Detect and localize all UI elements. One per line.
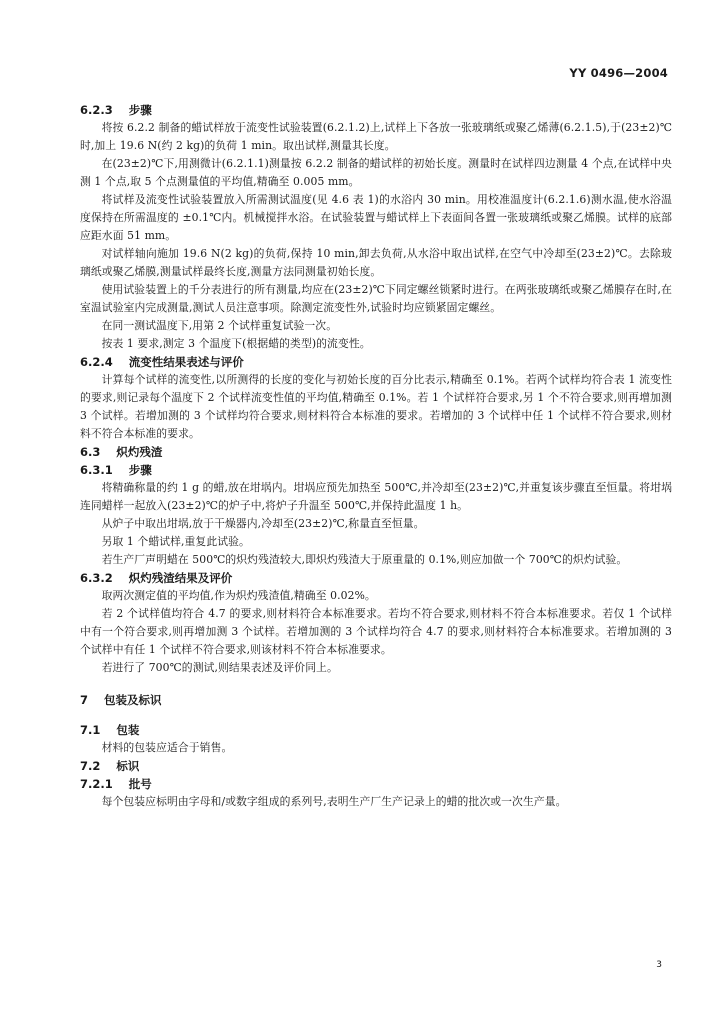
section-heading-6-3-2: [80, 569, 672, 587]
section-title: 步骤: [128, 103, 152, 117]
paragraph: 将精确称量的约 1 g 的蜡,放在坩埚内。坩埚应预先加热至 500℃,并冷却至(23±2)℃,并重复该步骤直至恒量。将坩埚连同蜡样一起放入(23±2)℃的炉子中,将炉子升温至 500℃,并保持此温度 1 h。: [80, 481, 672, 512]
section-number: 7.1: [80, 723, 101, 737]
paragraph: 对试样轴向施加 19.6 N(2 kg)的负荷,保持 10 min,卸去负荷,从水浴中取出试样,在空气中冷却至(23±2)℃。去除玻璃纸或聚乙烯膜,测量试样最终长度,测量方法同测量初始长度。: [80, 247, 672, 278]
section-heading-6-2-3: [80, 101, 672, 119]
section-title: 炽灼残渣结果及评价: [128, 571, 233, 585]
section-heading-6-3: [80, 443, 672, 461]
section-number: 7: [80, 693, 89, 707]
page-number: 3: [656, 960, 662, 970]
section-number: 7.2: [80, 759, 101, 773]
paragraph: 使用试验装置上的千分表进行的所有测量,均应在(23±2)℃下同定螺丝锁紧时进行。在两张玻璃纸或聚乙烯膜存在时,在室温试验室内完成测量,测试人员注意事项。除测定流变性外,试验时均应锁紧固定螺丝。: [80, 283, 672, 314]
section-number: 6.3.1: [80, 463, 113, 477]
section-number: 7.2.1: [80, 777, 113, 791]
section-heading-7-2: [80, 757, 672, 775]
section-number: 6.3.2: [80, 571, 113, 585]
standard-number: YY 0496—2004: [569, 66, 668, 80]
section-heading-7-1: [80, 721, 672, 739]
section-title: 炽灼残渣: [116, 445, 163, 459]
paragraph: 材料的包装应适合于销售。: [101, 741, 233, 754]
paragraph: 将按 6.2.2 制备的蜡试样放于流变性试验装置(6.2.1.2)上,试样上下各放一张玻璃纸或聚乙烯薄(6.2.1.5),于(23±2)℃时,加上 19.6 N(约 2 kg)的负荷 1 min。取出试样,测量其长度。: [80, 121, 672, 152]
paragraph: 若进行了 700℃的测试,则结果表述及评价同上。: [101, 661, 338, 674]
section-heading-7-2-1: [80, 775, 672, 793]
section-title: 流变性结果表述与评价: [128, 355, 244, 369]
paragraph: 计算每个试样的流变性,以所测得的长度的变化与初始长度的百分比表示,精确至 0.1%。若两个试样均符合表 1 流变性的要求,则记录每个温度下 2 个试样流变性值的平均值,精确至 0.1%。若 1 个试样符合要求,另 1 个不符合要求,则再增加测 3 个试样。若增加测的 3 个试样均符合要求,则材料符合本标准的要求。若增加的 3 个试样中任 1 个试样不符合要求,则材料不符合本标准的要求。: [80, 373, 672, 440]
section-heading-6-2-4: [80, 353, 672, 371]
paragraph: 将试样及流变性试验装置放入所需测试温度(见 4.6 表 1)的水浴内 30 min。用校准温度计(6.2.1.6)测水温,使水浴温度保持在所需温度的 ±0.1℃内。机械搅拌水浴。在试验装置与蜡试样上下表面间各置一张玻璃纸或聚乙烯膜。试样的底部应距水面 51 mm。: [80, 193, 672, 242]
section-title: 标识: [116, 759, 140, 773]
section-title: 包装及标识: [104, 693, 162, 707]
paragraph: 每个包装应标明由字母和/或数字组成的系列号,表明生产厂生产记录上的蜡的批次或一次生产量。: [101, 795, 567, 808]
paragraph: 按表 1 要求,测定 3 个温度下(根据蜡的类型)的流变性。: [101, 337, 371, 350]
paragraph: 从炉子中取出坩埚,放于干燥器内,冷却至(23±2)℃,称量直至恒量。: [101, 517, 425, 530]
section-title: 批号: [128, 777, 152, 791]
section-number: 6.2.3: [80, 103, 113, 117]
paragraph: 若生产厂声明蜡在 500℃的炽灼残渣较大,即炽灼残渣大于原重量的 0.1%,则应加做一个 700℃的炽灼试验。: [101, 553, 628, 566]
paragraph: 另取 1 个蜡试样,重复此试验。: [101, 535, 250, 548]
section-number: 6.3: [80, 445, 101, 459]
section-title: 步骤: [128, 463, 152, 477]
paragraph: 若 2 个试样值均符合 4.7 的要求,则材料符合本标准要求。若均不符合要求,则材料不符合本标准要求。若仅 1 个试样中有一个符合要求,则再增加测 3 个试样。若增加测的 3 个试样均符合 4.7 的要求,则材料符合本标准要求。若增加测的 3 个试样中有任 1 个试样不符合要求,则该材料不符合本标准要求。: [80, 607, 672, 656]
section-number: 6.2.4: [80, 355, 113, 369]
paragraph: 取两次测定值的平均值,作为炽灼残渣值,精确至 0.02%。: [101, 589, 376, 602]
paragraph: 在(23±2)℃下,用测微计(6.2.1.1)测量按 6.2.2 制备的蜡试样的初始长度。测量时在试样四边测量 4 个点,在试样中央测 1 个点,取 5 个点测量值的平均值,精确至 0.005 mm。: [80, 157, 672, 188]
section-title: 包装: [116, 723, 140, 737]
document-body: [80, 101, 672, 811]
section-heading-7: [80, 691, 672, 709]
section-heading-6-3-1: [80, 461, 672, 479]
paragraph: 在同一测试温度下,用第 2 个试样重复试验一次。: [101, 319, 338, 332]
